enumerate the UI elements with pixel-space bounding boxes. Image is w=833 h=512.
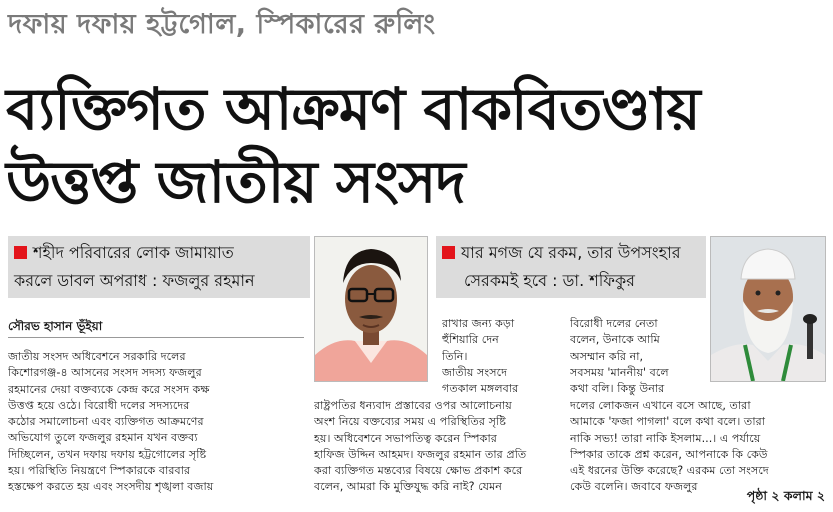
body-line: রহমানের দেয়া বক্তব্যকে কেন্দ্র করে সংসদ কক্ষ <box>8 382 210 396</box>
continuation-page-ref: পৃষ্ঠা ২ কলাম ২ <box>746 488 825 503</box>
subhead-right-line-2: সেরকমই হবে : ডা. শফিকুর <box>464 271 635 290</box>
body-line: কঠোর সমালোচনা এবং ব্যক্তিগত আক্রমণের <box>8 415 204 429</box>
body-line: গতকাল মঙ্গলবার <box>442 382 519 396</box>
subhead-left-text-1: শহীদ পরিবারের লোক জামায়াত <box>33 243 234 262</box>
column-2-wide <box>314 398 562 496</box>
body-line: বিরোধী দলের নেতা <box>570 317 658 330</box>
subhead-right-line-1 <box>442 238 681 268</box>
headline-line-2: উত্তপ্ত জাতীয় সংসদ <box>6 148 465 216</box>
body-line: হয়। অধিবেশনে সভাপতিত্ব করেন স্পিকার <box>314 431 497 445</box>
body-line: জাতীয় সংসদে <box>442 365 507 379</box>
byline-rule <box>8 337 304 338</box>
body-line: রাখার জন্য কড়া <box>442 317 515 330</box>
body-line: হাফিজ উদ্দিন আহমদ। ফজলুর রহমান তার প্রতি <box>314 447 527 461</box>
portrait-illustration <box>315 237 427 381</box>
kicker: দফায় দফায় হট্টগোল, স্পিকারের রুলিং <box>8 9 436 40</box>
body-line: হস্তক্ষেপ করতে হয় এবং সংসদীয় শৃঙ্খলা বজায় <box>8 480 214 494</box>
byline: সৌরভ হাসান ভূঁইয়া <box>8 319 103 333</box>
subhead-left-line-1 <box>14 238 234 268</box>
body-line: নাকি সভ্য! তারা নাকি ইসলাম...। এ পর্যায়ে <box>570 431 761 445</box>
body-line: অংশ নিয়ে বক্তব্যের সময় এ পরিস্থিতির সৃষ্টি <box>314 415 506 429</box>
photo-shafiqur <box>710 236 826 382</box>
body-line: এই ধরনের উক্তি করেছে? এরকম তো সংসদে <box>570 464 769 478</box>
body-line: করা ব্যক্তিগত মন্তব্যের বিষয়ে ক্ষোভ প্রকাশ করে <box>314 464 523 478</box>
body-line: অভিযোগ তুলে ফজলুর রহমান যখন বক্তব্য <box>8 431 198 445</box>
body-line: কিশোরগঞ্জ-৪ আসনের সংসদ সদস্য ফজলুর <box>8 366 202 380</box>
body-line: রাষ্ট্রপতির ধন্যবাদ প্রস্তাবের ওপর আলোচনায় <box>314 399 512 412</box>
subhead-left-line-2: করলে ডাবল অপরাধ : ফজলুর রহমান <box>14 271 255 290</box>
red-square-icon <box>14 246 27 259</box>
body-line: হুঁশিয়ারি দেন <box>442 333 499 347</box>
body-line: বলেন, আমরা কি মুক্তিযুদ্ধ করি নাই? যেমন <box>314 480 502 494</box>
body-line: জাতীয় সংসদ অধিবেশনে সরকারি দলের <box>8 350 186 363</box>
body-line: স্পিকার তাকে প্রশ্ন করেন, আপনাকে কি কেউ <box>570 447 768 461</box>
body-line: আমাকে 'ফজা পাগলা' বলে কথা বলে। তারা <box>570 415 765 429</box>
body-line: কেউ বলেনি। জবাবে ফজলুর <box>570 480 698 494</box>
portrait-illustration <box>711 237 825 381</box>
body-line: দলের লোকজন এখানে বসে আছে, তারা <box>570 399 751 412</box>
column-3-top <box>570 316 704 397</box>
body-line: অসম্মান করি না, <box>570 349 644 363</box>
subhead-right-text-1: যার মগজ যে রকম, তার উপসংহার <box>461 243 681 262</box>
red-square-icon <box>442 246 455 259</box>
body-line: কথা বলি। কিন্তু উনার <box>570 382 665 396</box>
body-line: হয়। পরিস্থিতি নিয়ন্ত্রণে স্পিকারকে বারবার <box>8 464 191 478</box>
headline-line-1: ব্যক্তিগত আক্রমণ বাকবিতণ্ডায় <box>6 75 700 143</box>
body-line: তিনি। <box>442 349 468 363</box>
body-line: বলেন, উনাকে আমি <box>570 333 660 347</box>
body-line: দিচ্ছিলেন, তখন দফায় দফায় হট্টগোলের সৃষ্টি <box>8 447 207 461</box>
column-2-top <box>442 316 562 397</box>
photo-fazlur-rahman <box>314 236 428 382</box>
column-3-wide <box>570 398 822 496</box>
body-line: সবসময় 'মাননীয়' বলে <box>570 365 669 379</box>
body-line: উত্তপ্ত হয়ে ওঠে। বিরোধী দলের সদস্যদের <box>8 398 190 412</box>
column-1 <box>8 349 306 496</box>
